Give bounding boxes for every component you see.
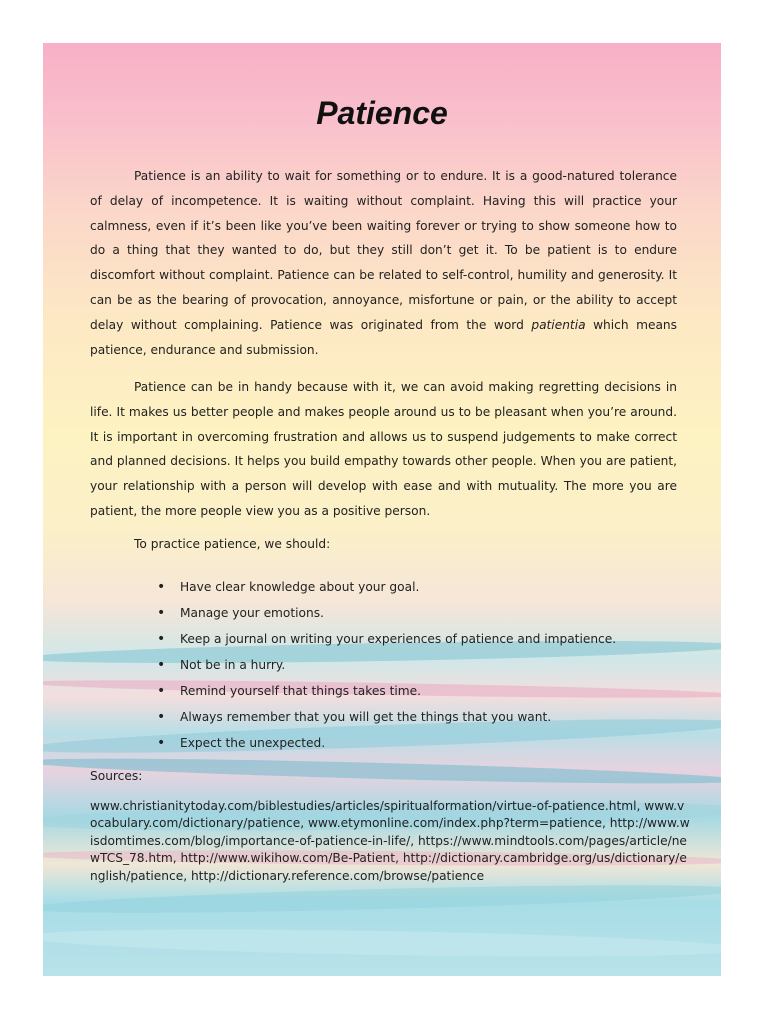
list-item: • Not be in a hurry. [134,652,616,678]
paragraph-definition-end: which means patience, endurance and submission. [90,317,678,357]
list-item: • Keep a journal on writing your experiences of patience and impatience. [134,626,616,652]
document-page [43,43,721,976]
paragraph-definition-text: Patience is an ability to wait for something or to endure. It is a good-natured tolerance of delay of incompetence. It is waiting without complaint. Having this will practice your calmness, even if it’s been like you’ve been waiting forever or trying to show someone how to do a thing that they wanted to do, but they still don’t get it. To be patient is to endure discomfort without complaint. Patience can be related to self-control, humility and generosity. It can be as the bearing of provocation, annoyance, misfortune or pain, or the ability to accept delay without complaining. Patience was originated from the word [90,169,677,332]
paragraph-benefits: Patience can be in handy because with it, we can avoid making regretting decisions in life. It makes us better people and makes people around us to be pleasant when you’re around. It is important in overcoming frustration and allows us to suspend judgements to make correct and planned decisions. It helps you build empathy towards other people. When you are patient, your relationship with a person will develop with ease and with mutuality. The more you are patient, the more people view you as a positive person. [90,380,677,518]
list-intro: To practice patience, we should: [134,537,331,551]
paragraph-definition [90,164,677,362]
document-title: Patience [316,95,448,131]
sources-list: www.christianitytoday.com/biblestudies/articles/spiritualformation/virtue-of-patience.html, www.vocabulary.com/dictionary/patience, www.etymonline.com/index.php?term=patience, http://www.wisdomtimes.com/blog/importance-of-patience-in-life/, https://www.mindtools.com/pages/article/newTCS_78.htm, http://www.wikihow.com/Be-Patient, http://dictionary.cambridge.org/us/dictionary/english/patience, http://dictionary.reference.com/browse/patience [90,799,690,883]
sources-label: Sources: [90,769,143,783]
list-item: • Manage your emotions. [134,600,616,626]
list-item: • Have clear knowledge about your goal. [134,574,616,600]
list-item: • Expect the unexpected. [134,730,616,756]
practice-list [134,574,616,756]
document-content [43,43,721,976]
latin-word: patientia [531,317,586,332]
list-item: • Always remember that you will get the things that you want. [134,704,616,730]
list-item: • Remind yourself that things takes time. [134,678,616,704]
